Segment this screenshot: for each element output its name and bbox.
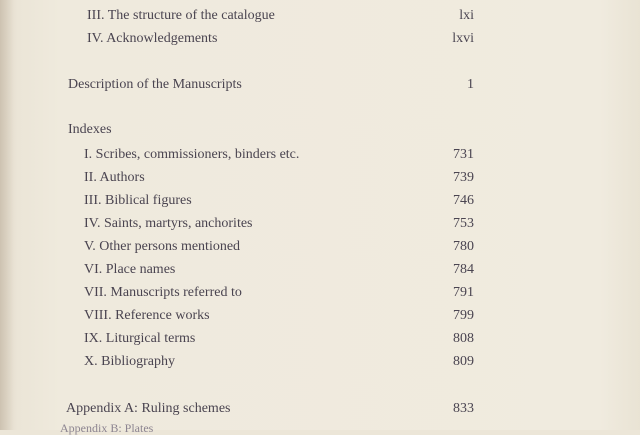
toc-entry-page: 753 — [453, 216, 474, 231]
toc-entry-page: lxi — [459, 8, 474, 23]
toc-index-item — [0, 259, 640, 281]
toc-entry-label: VIII. Reference works — [84, 308, 210, 323]
toc-section-indexes — [0, 119, 640, 141]
toc-entry-label: V. Other persons mentioned — [84, 239, 241, 254]
toc-entry-label: IV. Acknowledgements — [87, 31, 218, 46]
toc-index-item — [0, 190, 640, 212]
toc-section-heading: Indexes — [68, 122, 112, 137]
toc-index-item — [0, 213, 640, 235]
toc-index-item — [0, 328, 640, 350]
toc-entry-page: 808 — [453, 331, 474, 346]
toc-entry-label: VI. Place names — [84, 262, 176, 277]
toc-entry-page: 799 — [453, 308, 474, 323]
toc-entry-label: Description of the Manuscripts — [68, 77, 242, 92]
toc-entry-page: 1 — [467, 77, 474, 92]
toc-entry-label: III. The structure of the catalogue — [87, 8, 275, 23]
toc-entry-description — [0, 74, 640, 96]
toc-entry-acknowledgements — [0, 28, 640, 50]
toc-entry-label: VII. Manuscripts referred to — [84, 285, 242, 300]
toc-entry-label: Appendix A: Ruling schemes — [66, 401, 231, 416]
toc-entry-page: 833 — [453, 401, 474, 416]
toc-entry-page: 809 — [453, 354, 474, 369]
toc-entry-appendix-a — [0, 398, 640, 420]
toc-index-item — [0, 351, 640, 373]
toc-entry-page: 780 — [453, 239, 474, 254]
toc-entry-page: 739 — [453, 170, 474, 185]
toc-index-item — [0, 305, 640, 327]
toc-entry-page: lxvi — [452, 31, 474, 46]
toc-index-item — [0, 282, 640, 304]
toc-entry-page: 746 — [453, 193, 474, 208]
toc-entry-page: 791 — [453, 285, 474, 300]
toc-entry-page: 784 — [453, 262, 474, 277]
toc-entry-structure — [0, 5, 640, 27]
toc-index-item — [0, 167, 640, 189]
toc-index-item — [0, 236, 640, 258]
toc-entry-label: IV. Saints, martyrs, anchorites — [84, 216, 253, 231]
toc-entry-label: IX. Liturgical terms — [84, 331, 196, 346]
toc-entry-label: III. Biblical figures — [84, 193, 192, 208]
toc-entry-page: 731 — [453, 147, 474, 162]
toc-index-item — [0, 144, 640, 166]
toc-entry-label: X. Bibliography — [84, 354, 175, 369]
toc-entry-label: II. Authors — [84, 170, 145, 185]
toc-entry-label: I. Scribes, commissioners, binders etc. — [84, 147, 300, 162]
toc-entry-appendix-b-cutoff: Appendix B: Plates — [60, 421, 154, 435]
